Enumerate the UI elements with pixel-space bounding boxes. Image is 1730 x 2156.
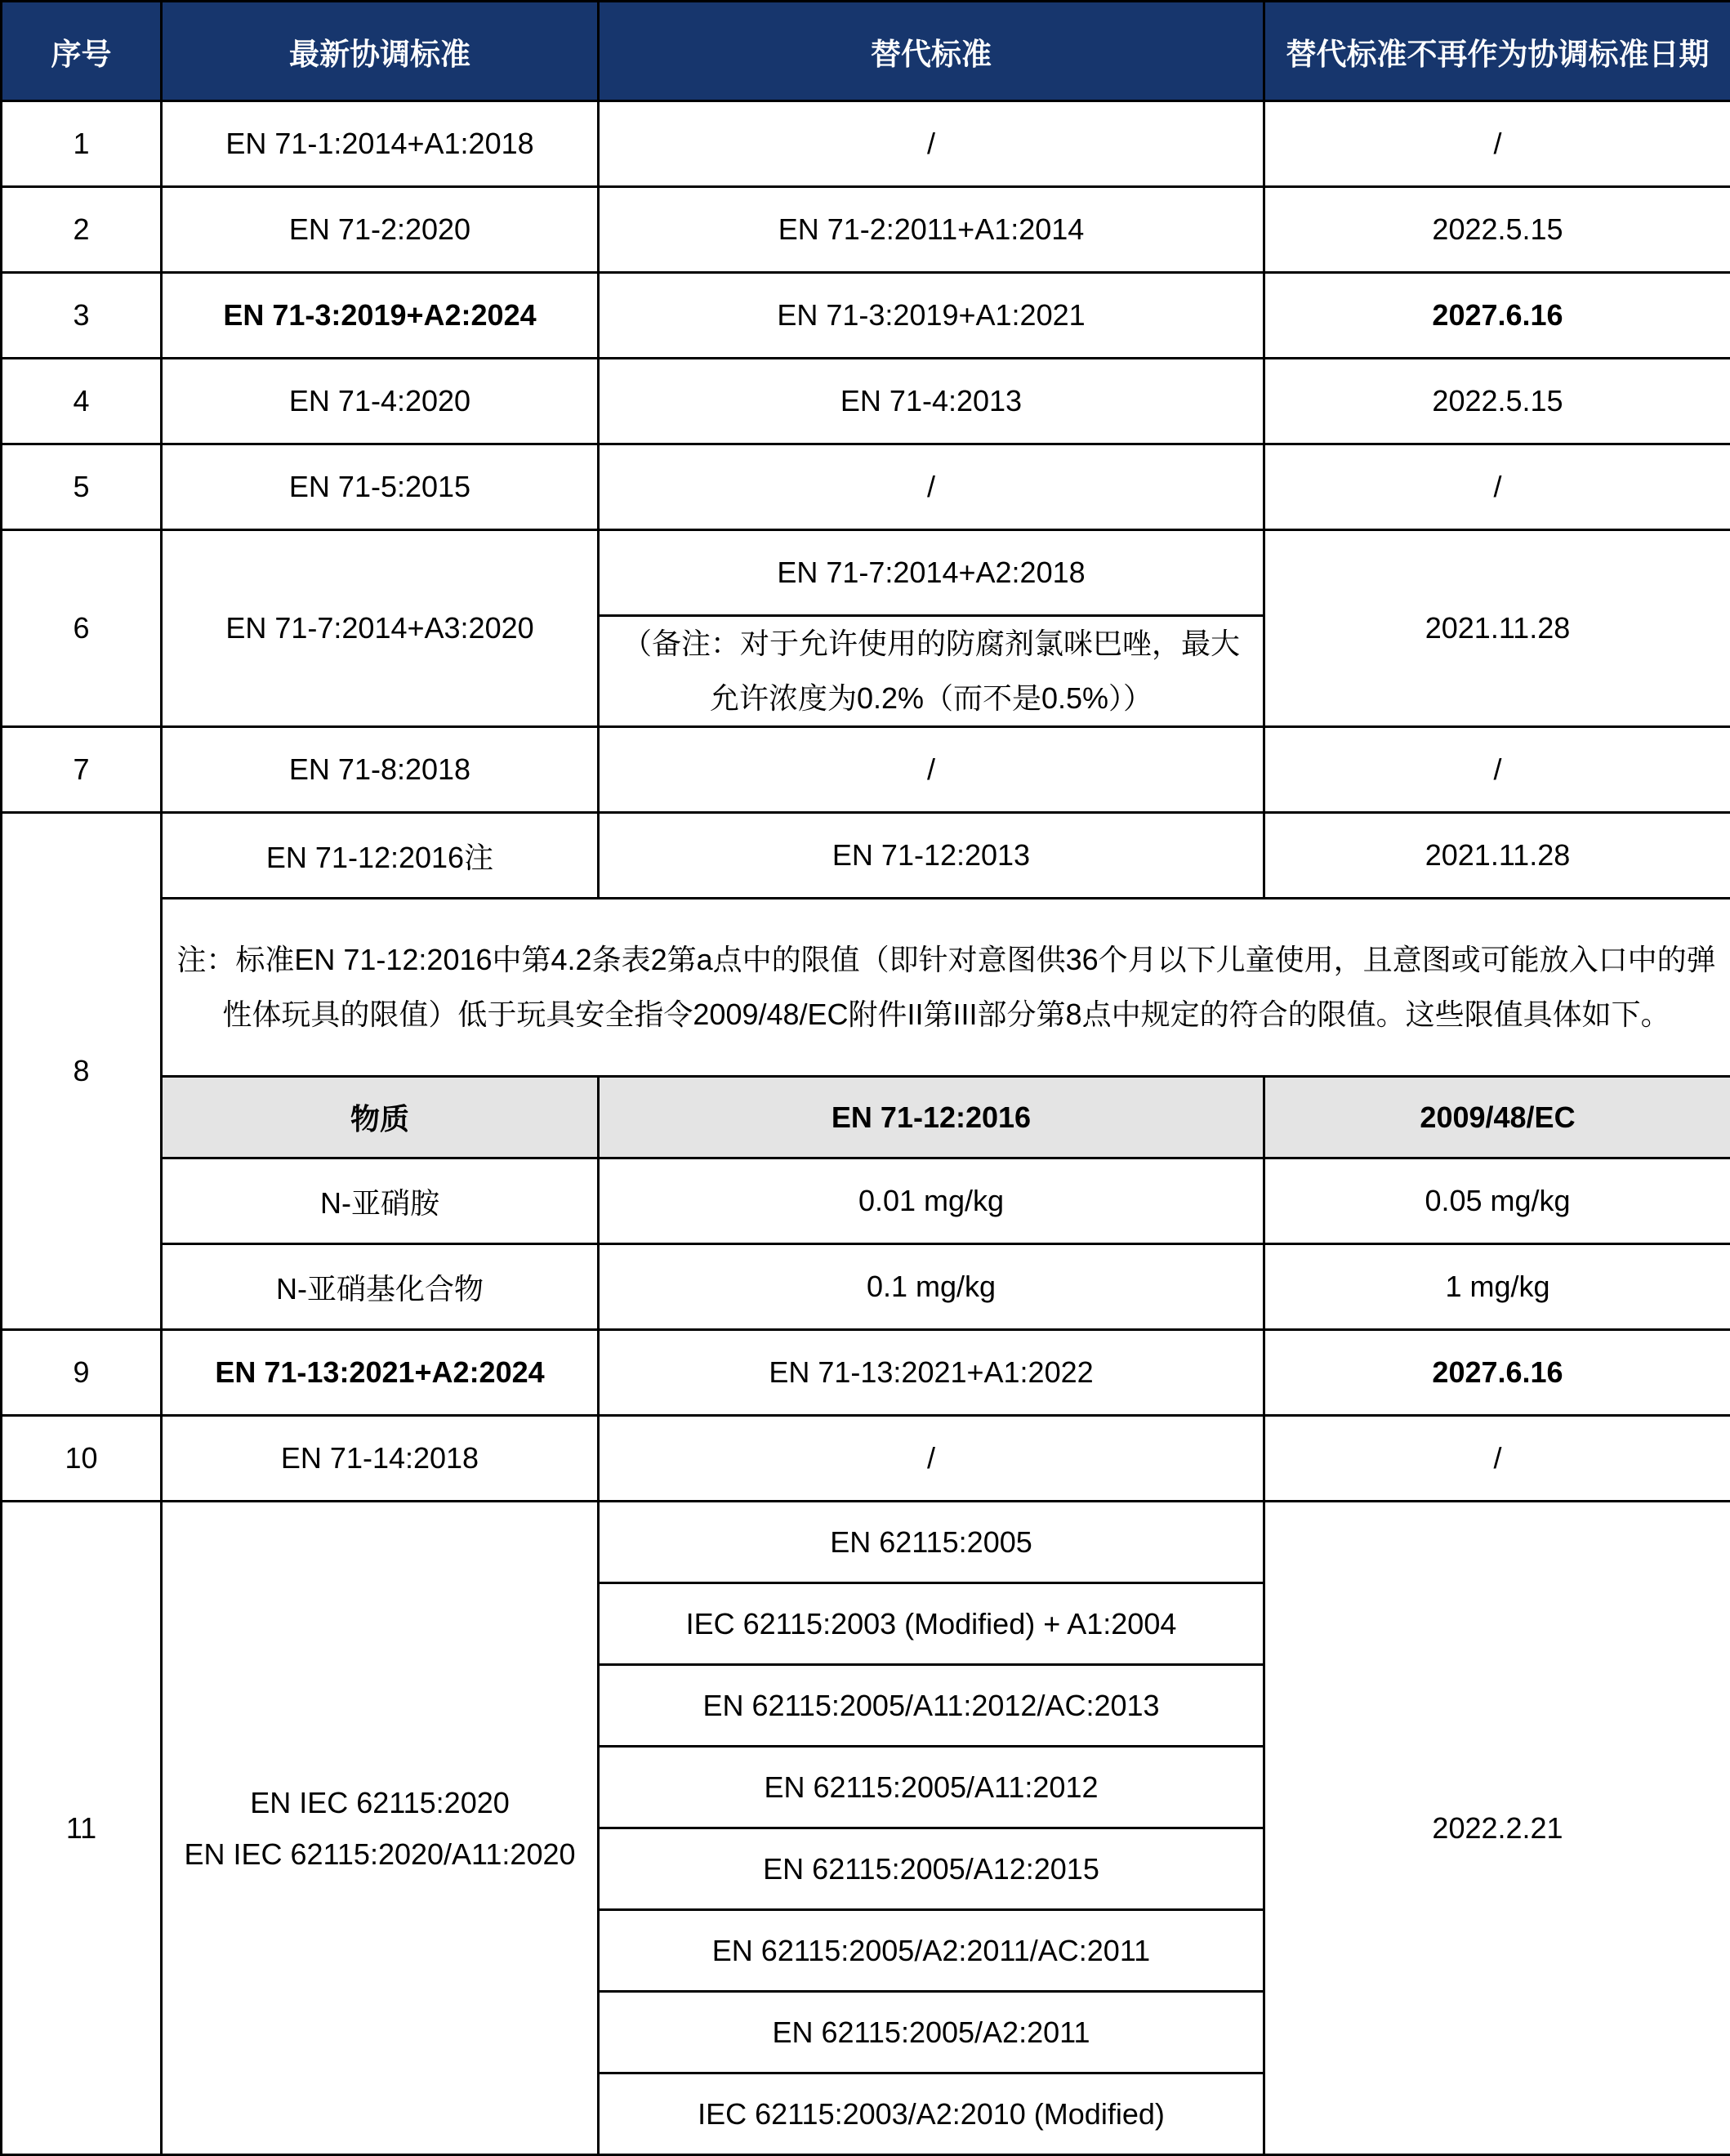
- row11-replaced-standard-1: EN 62115:2005: [599, 1502, 1264, 1583]
- row11-replaced-standard-4: EN 62115:2005/A11:2012: [599, 1747, 1264, 1828]
- header-serial-number: 序号: [2, 2, 162, 101]
- table-row: [2, 530, 1730, 616]
- subtable-limit-directive-2: 1 mg/kg: [1264, 1244, 1730, 1330]
- row1-replaced-standard: /: [599, 101, 1264, 187]
- row6-cessation-date: 2021.11.28: [1264, 530, 1730, 727]
- row9-latest-standard: EN 71-13:2021+A2:2024: [162, 1330, 599, 1416]
- row11-latest-standard: [162, 1502, 599, 2155]
- subtable-substance-1: N-亚硝胺: [162, 1158, 599, 1244]
- row8-no: 8: [2, 813, 162, 1330]
- row11-replaced-standard-5: EN 62115:2005/A12:2015: [599, 1828, 1264, 1910]
- row6-replaced-standard-note: （备注：对于允许使用的防腐剂氯咪巴唑，最大允许浓度为0.2%（而不是0.5%））: [599, 616, 1264, 727]
- table-row: [2, 1416, 1730, 1502]
- table-row: [2, 273, 1730, 359]
- row4-replaced-standard: EN 71-4:2013: [599, 359, 1264, 444]
- row8-cessation-date: 2021.11.28: [1264, 813, 1730, 899]
- row11-no: 11: [2, 1502, 162, 2155]
- row5-replaced-standard: /: [599, 444, 1264, 530]
- table-row: [2, 101, 1730, 187]
- sub-table-row: [2, 1158, 1730, 1244]
- row2-latest-standard: EN 71-2:2020: [162, 187, 599, 273]
- table-row: [2, 813, 1730, 899]
- subtable-limit-en-2: 0.1 mg/kg: [599, 1244, 1264, 1330]
- row5-latest-standard: EN 71-5:2015: [162, 444, 599, 530]
- table-row: [2, 444, 1730, 530]
- row2-no: 2: [2, 187, 162, 273]
- row11-latest-standard-line2: EN IEC 62115:2020/A11:2020: [172, 1828, 587, 1880]
- table-row: [2, 1330, 1730, 1416]
- row10-no: 10: [2, 1416, 162, 1502]
- subtable-header-substance: 物质: [162, 1077, 599, 1158]
- subtable-header-directive: 2009/48/EC: [1264, 1077, 1730, 1158]
- row4-latest-standard: EN 71-4:2020: [162, 359, 599, 444]
- subtable-limit-en-1: 0.01 mg/kg: [599, 1158, 1264, 1244]
- row2-cessation-date: 2022.5.15: [1264, 187, 1730, 273]
- subtable-header-en7112: EN 71-12:2016: [599, 1077, 1264, 1158]
- row11-replaced-standard-2: IEC 62115:2003 (Modified) + A1:2004: [599, 1583, 1264, 1665]
- row3-no: 3: [2, 273, 162, 359]
- row7-cessation-date: /: [1264, 727, 1730, 813]
- subtable-substance-2: N-亚硝基化合物: [162, 1244, 599, 1330]
- table-row: [2, 727, 1730, 813]
- row5-cessation-date: /: [1264, 444, 1730, 530]
- row11-cessation-date: 2022.2.21: [1264, 1502, 1730, 2155]
- table-row: [2, 187, 1730, 273]
- row5-no: 5: [2, 444, 162, 530]
- row9-cessation-date: 2027.6.16: [1264, 1330, 1730, 1416]
- table-row: [2, 359, 1730, 444]
- row10-cessation-date: /: [1264, 1416, 1730, 1502]
- row6-replaced-standard: EN 71-7:2014+A2:2018: [599, 530, 1264, 616]
- row4-no: 4: [2, 359, 162, 444]
- row7-latest-standard: EN 71-8:2018: [162, 727, 599, 813]
- sub-table-header-row: [2, 1077, 1730, 1158]
- row11-replaced-standard-3: EN 62115:2005/A11:2012/AC:2013: [599, 1665, 1264, 1747]
- row11-replaced-standard-7: EN 62115:2005/A2:2011: [599, 1992, 1264, 2073]
- row3-replaced-standard: EN 71-3:2019+A1:2021: [599, 273, 1264, 359]
- row1-cessation-date: /: [1264, 101, 1730, 187]
- header-replaced-standard: 替代标准: [599, 2, 1264, 101]
- header-row: [2, 2, 1730, 101]
- row4-cessation-date: 2022.5.15: [1264, 359, 1730, 444]
- row10-replaced-standard: /: [599, 1416, 1264, 1502]
- row8-replaced-standard: EN 71-12:2013: [599, 813, 1264, 899]
- row7-no: 7: [2, 727, 162, 813]
- header-latest-standard: 最新协调标准: [162, 2, 599, 101]
- row3-cessation-date: 2027.6.16: [1264, 273, 1730, 359]
- row11-replaced-standard-8: IEC 62115:2003/A2:2010 (Modified): [599, 2073, 1264, 2155]
- row11-latest-standard-line1: EN IEC 62115:2020: [172, 1777, 587, 1828]
- row1-no: 1: [2, 101, 162, 187]
- row6-no: 6: [2, 530, 162, 727]
- row10-latest-standard: EN 71-14:2018: [162, 1416, 599, 1502]
- row3-latest-standard: EN 71-3:2019+A2:2024: [162, 273, 599, 359]
- row9-replaced-standard: EN 71-13:2021+A1:2022: [599, 1330, 1264, 1416]
- table-row: [2, 899, 1730, 1077]
- row8-note: 注：标准EN 71-12:2016中第4.2条表2第a点中的限值（即针对意图供36个月以下儿童使用，且意图或可能放入口中的弹性体玩具的限值）低于玩具安全指令2009/48/EC附件II第III部分第8点中规定的符合的限值。这些限值具体如下。: [162, 899, 1730, 1077]
- header-cessation-date: 替代标准不再作为协调标准日期: [1264, 2, 1730, 101]
- sub-table-row: [2, 1244, 1730, 1330]
- subtable-limit-directive-1: 0.05 mg/kg: [1264, 1158, 1730, 1244]
- table-row: [2, 1502, 1730, 1583]
- row8-latest-standard: EN 71-12:2016注: [162, 813, 599, 899]
- row2-replaced-standard: EN 71-2:2011+A1:2014: [599, 187, 1264, 273]
- row11-replaced-standard-6: EN 62115:2005/A2:2011/AC:2011: [599, 1910, 1264, 1992]
- row6-latest-standard: EN 71-7:2014+A3:2020: [162, 530, 599, 727]
- row9-no: 9: [2, 1330, 162, 1416]
- row1-latest-standard: EN 71-1:2014+A1:2018: [162, 101, 599, 187]
- row7-replaced-standard: /: [599, 727, 1264, 813]
